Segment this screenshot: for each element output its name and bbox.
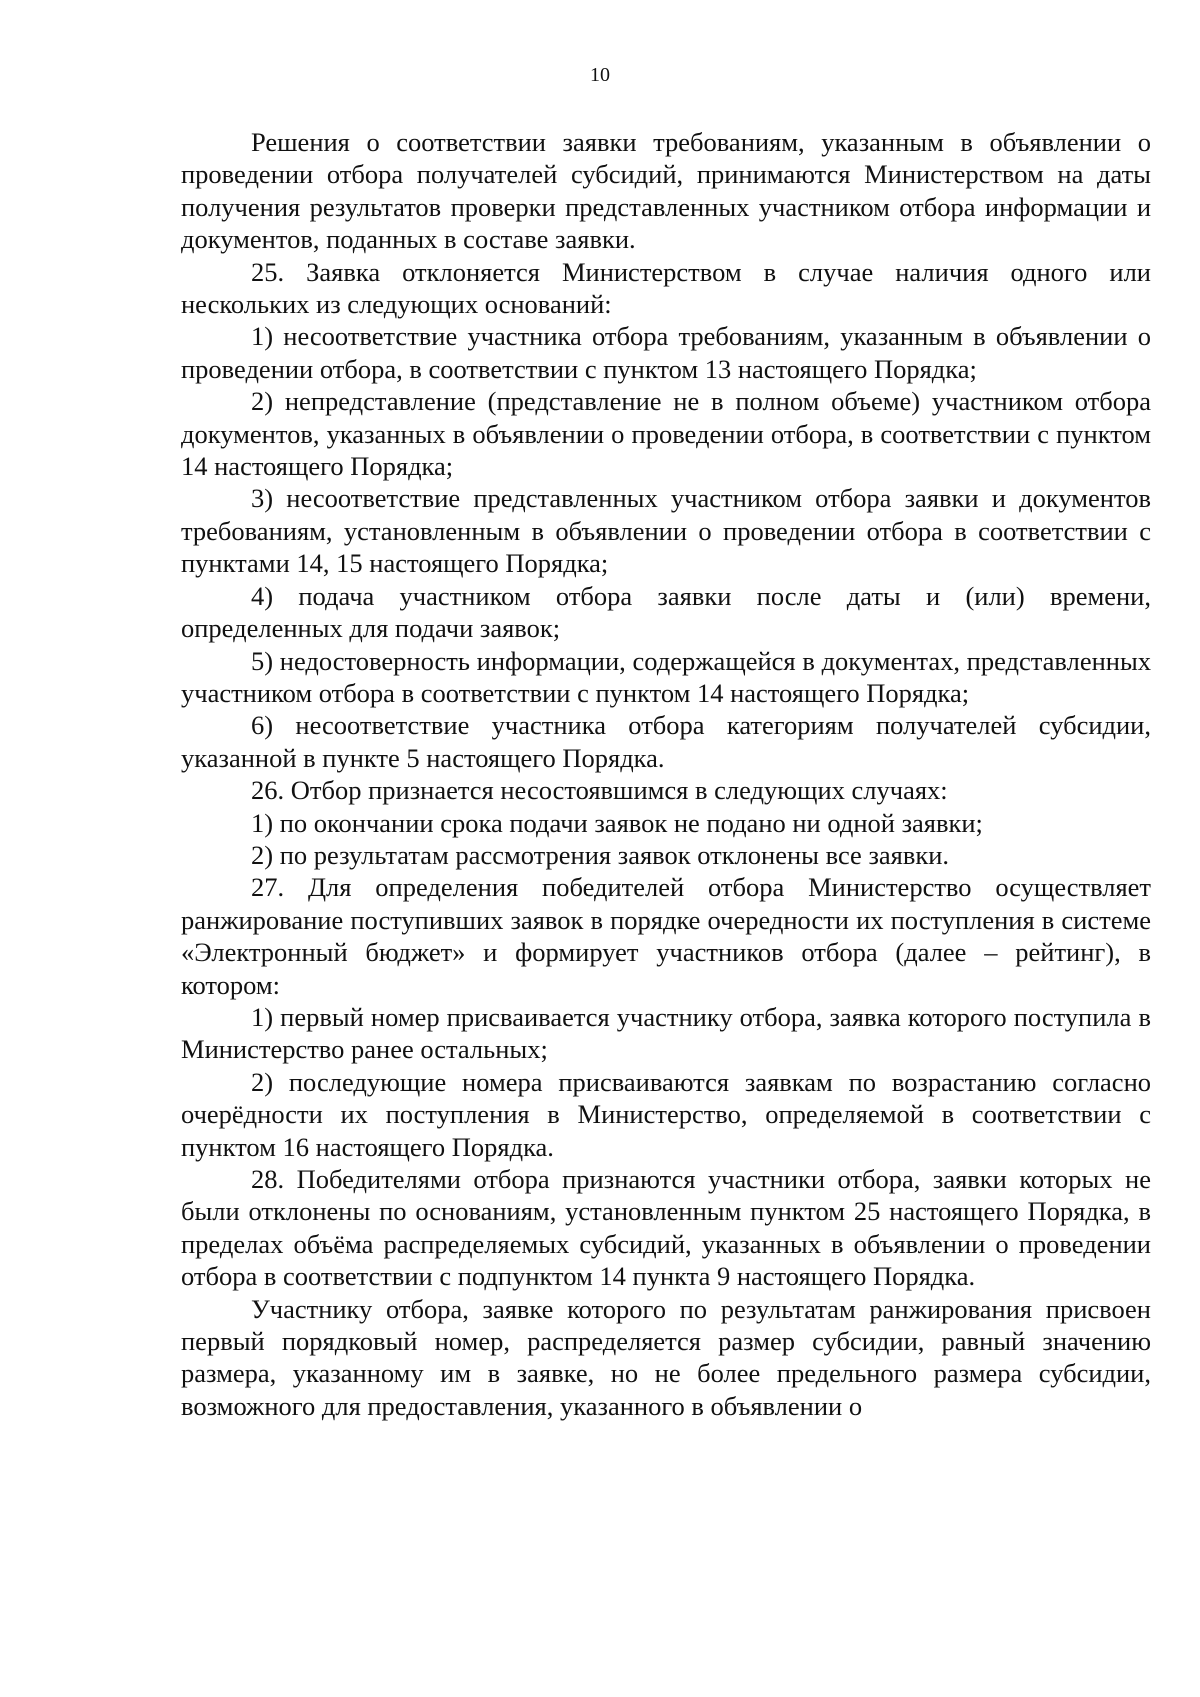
paragraph-25-item-1: 1) несоответствие участника отбора требованиям, указанным в объявлении о проведении отбора, в соответствии с пунктом 13 настоящего Порядка; bbox=[181, 321, 1151, 384]
paragraph-decision-intro: Решения о соответствии заявки требованиям, указанным в объявлении о проведении отбора получателей субсидий, принимаются Министерством на даты получения результатов проверки представленных участником отбора информации и документов, поданных в составе заявки. bbox=[181, 127, 1151, 255]
page-number: 10 bbox=[590, 64, 610, 86]
paragraph-27-ranking: 27. Для определения победителей отбора Министерство осуществляет ранжирование поступивших заявок в порядке очередности их поступления в системе «Электронный бюджет» и формирует участников отбора (далее – рейтинг), в котором: bbox=[181, 872, 1151, 1000]
paragraph-26-item-2: 2) по результатам рассмотрения заявок отклонены все заявки. bbox=[251, 839, 950, 870]
paragraph-28-winners: 28. Победителями отбора признаются участники отбора, заявки которых не были отклонены по основаниям, установленным пунктом 25 настоящего Порядка, в пределах объёма распределяемых субсидий, указанных в объявлении о проведении отбора в соответствии с подпунктом 14 пункта 9 настоящего Порядка. bbox=[181, 1164, 1151, 1292]
paragraph-25-item-6: 6) несоответствие участника отбора категориям получателей субсидии, указанной в пункте 5 настоящего Порядка. bbox=[181, 710, 1151, 773]
document-body bbox=[181, 126, 1151, 1422]
paragraph-26-failed-selection: 26. Отбор признается несостоявшимся в следующих случаях: bbox=[251, 775, 948, 806]
paragraph-27-item-2: 2) последующие номера присваиваются заявкам по возрастанию согласно очерёдности их поступления в Министерство, определяемой в соответствии с пунктом 16 настоящего Порядка. bbox=[181, 1066, 1151, 1162]
paragraph-25-item-5: 5) недостоверность информации, содержащейся в документах, представленных участником отбора в соответствии с пунктом 14 настоящего Порядка; bbox=[181, 645, 1151, 708]
paragraph-25-rejection-grounds: 25. Заявка отклоняется Министерством в случае наличия одного или нескольких из следующих оснований: bbox=[181, 256, 1151, 320]
paragraph-25-item-3: 3) несоответствие представленных участником отбора заявки и документов требованиям, установленным в объявлении о проведении отбора в соответствии с пунктами 14, 15 настоящего Порядка; bbox=[181, 483, 1151, 579]
paragraph-27-item-1: 1) первый номер присваивается участнику отбора, заявка которого поступила в Министерство ранее остальных; bbox=[181, 1001, 1151, 1065]
paragraph-25-item-4: 4) подача участником отбора заявки после даты и (или) времени, определенных для подачи заявок; bbox=[181, 580, 1151, 644]
paragraph-subsidy-distribution: Участнику отбора, заявке которого по результатам ранжирования присвоен первый порядковый номер, распределяется размер субсидии, равный значению размера, указанному им в заявке, но не более предельного размера субсидии, возможного для предоставления, указанного в объявлении о bbox=[181, 1293, 1151, 1421]
paragraph-25-item-2: 2) непредставление (представление не в полном объеме) участником отбора документов, указанных в объявлении о проведении отбора, в соответствии с пунктом 14 настоящего Порядка; bbox=[181, 386, 1151, 482]
paragraph-26-item-1: 1) по окончании срока подачи заявок не подано ни одной заявки; bbox=[251, 807, 983, 838]
